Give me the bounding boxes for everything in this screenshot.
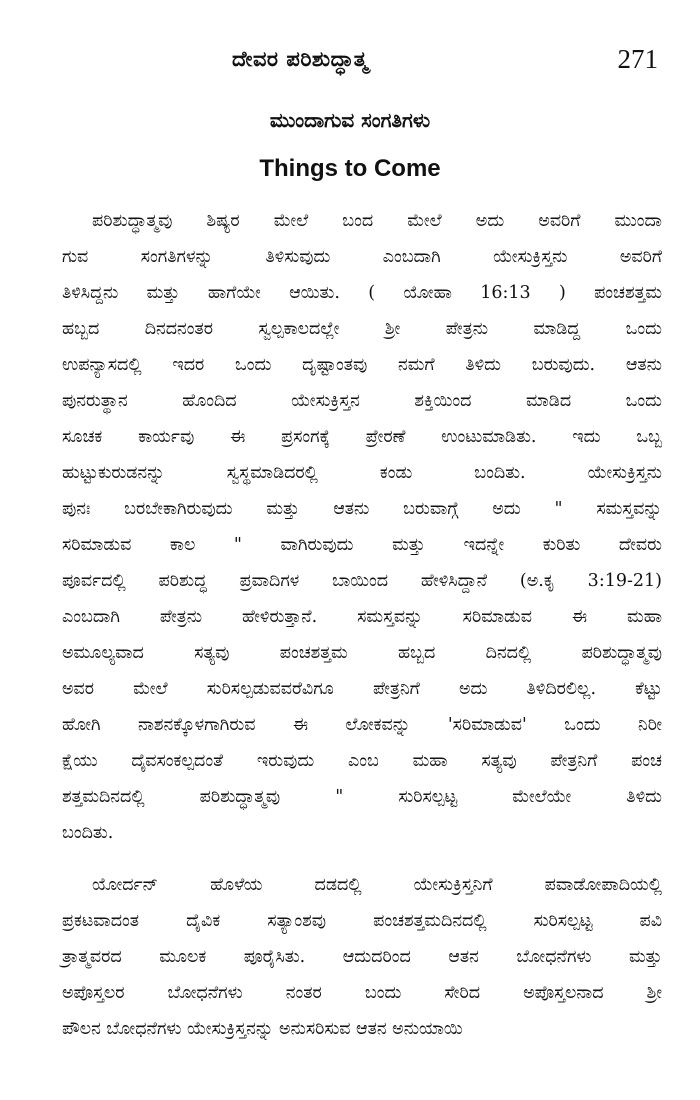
page-number: 271 xyxy=(617,44,658,74)
text-line: ಪೂರ್ವದಲ್ಲಿ ಪರಿಶುದ್ಧ ಪ್ರವಾದಿಗಳ ಬಾಯಿಂದ ಹೇಳಿಸಿದ್ದಾನೆ (ಅ.ಕೃ 3:19-21) xyxy=(62,571,662,591)
text-line: ಬಂದಿತು. xyxy=(62,823,114,843)
text-line: ಅಪೊಸ್ತಲರ ಬೋಧನೆಗಳು ನಂತರ ಬಂದು ಸೇರಿದ ಅಪೊಸ್ತಲನಾದ ಶ್ರೀ xyxy=(62,983,662,1003)
text-line: ಎಂಬದಾಗಿ ಪೇತ್ರನು ಹೇಳಿರುತ್ತಾನೆ. ಸಮಸ್ತವನ್ನು ಸರಿಮಾಡುವ ಈ ಮಹಾ xyxy=(62,607,662,627)
text-line: ಉಪನ್ಯಾಸದಲ್ಲಿ ಇದರ ಒಂದು ದೃಷ್ಟಾಂತವು ನಮಗೆ ತಿಳಿದು ಬರುವುದು. ಆತನು xyxy=(62,355,662,375)
section-heading-kannada: ಮುಂದಾಗುವ ಸಂಗತಿಗಳು xyxy=(269,108,431,132)
text-line: ತ್ರಾತ್ಮವರದ ಮೂಲಕ ಪೂರೈಸಿತು. ಆದುದರಿಂದ ಆತನ ಬೋಧನೆಗಳು ಮತ್ತು xyxy=(62,947,662,967)
text-line: ಹೋಗಿ ನಾಶನಕ್ಕೊಳಗಾಗಿರುವ ಈ ಲೋಕವನ್ನು 'ಸರಿಮಾಡುವ' ಒಂದು ನಿರೀ xyxy=(62,715,662,735)
text-line: ಪುನರುತ್ಥಾನ ಹೊಂದಿದ ಯೇಸುಕ್ರಿಸ್ತನ ಶಕ್ತಿಯಿಂದ ಮಾಡಿದ ಒಂದು xyxy=(62,391,662,411)
page-header xyxy=(0,40,700,90)
text-line: ಹಬ್ಬದ ದಿನದನಂತರ ಸ್ವಲ್ಪಕಾಲದಲ್ಲೇ ಶ್ರೀ ಪೇತ್ರನು ಮಾಡಿದ್ದ ಒಂದು xyxy=(62,319,662,339)
text-line: ಅವರ ಮೇಲೆ ಸುರಿಸಲ್ಪಡುವವರೆವಿಗೂ ಪೇತ್ರನಿಗೆ ಅದು ತಿಳಿದಿರಲಿಲ್ಲ. ಕೆಟ್ಟು xyxy=(62,679,662,699)
body-paragraph-2 xyxy=(62,867,662,1047)
text-line: ಸರಿಮಾಡುವ ಕಾಲ " ವಾಗಿರುವುದು ಮತ್ತು ಇದನ್ನೇ ಕುರಿತು ದೇವರು xyxy=(62,535,662,555)
body-paragraph-1 xyxy=(62,203,662,851)
text-line: ಪೌಲನ ಬೋಧನೆಗಳು ಯೇಸುಕ್ರಿಸ್ತನನ್ನು ಅನುಸರಿಸುವ ಆತನ ಅನುಯಾಯಿ xyxy=(62,1019,463,1039)
text-line: ಗುವ ಸಂಗತಿಗಳನ್ನು ತಿಳಿಸುವುದು ಎಂಬದಾಗಿ ಯೇಸುಕ್ರಿಸ್ತನು ಅವರಿಗೆ xyxy=(62,247,662,267)
text-line: ಅಮೂಲ್ಯವಾದ ಸತ್ಯವು ಪಂಚಶತ್ತಮ ಹಬ್ಬದ ದಿನದಲ್ಲಿ ಪರಿಶುದ್ಧಾತ್ಮವು xyxy=(62,643,662,663)
text-line: ತಿಳಿಸಿದ್ದನು ಮತ್ತು ಹಾಗೆಯೇ ಆಯಿತು. ( ಯೋಹಾ 16:13 ) ಪಂಚಶತ್ತಮ xyxy=(62,283,662,303)
text-line: ಪ್ರಕಟವಾದಂತ ದೈವಿಕ ಸತ್ಯಾಂಶವು ಪಂಚಶತ್ತಮದಿನದಲ್ಲಿ ಸುರಿಸಲ್ಪಟ್ಟ ಪವಿ xyxy=(62,911,662,931)
text-line: ಕ್ಷೆಯು ದೈವಸಂಕಲ್ಪದಂತೆ ಇರುವುದು ಎಂಬ ಮಹಾ ಸತ್ಯವು ಪೇತ್ರನಿಗೆ ಪಂಚ xyxy=(62,751,662,771)
text-line: ಸೂಚಕ ಕಾರ್ಯವು ಈ ಪ್ರಸಂಗಕ್ಕೆ ಪ್ರೇರಣೆ ಉಂಟುಮಾಡಿತು. ಇದು ಒಬ್ಬ xyxy=(62,427,662,447)
running-title: ದೇವರ ಪರಿಶುದ್ಧಾತ್ಮ xyxy=(232,46,369,71)
text-line: ಶತ್ತಮದಿನದಲ್ಲಿ ಪರಿಶುದ್ಧಾತ್ಮವು " ಸುರಿಸಲ್ಪಟ್ಟ ಮೇಲೆಯೇ ತಿಳಿದು xyxy=(62,787,662,807)
text-line: ಪುನಃ ಬರಬೇಕಾಗಿರುವುದು ಮತ್ತು ಆತನು ಬರುವಾಗ್ಗೆ ಅದು " ಸಮಸ್ತವನ್ನು xyxy=(62,499,662,519)
text-line: ಪರಿಶುದ್ಧಾತ್ಮವು ಶಿಷ್ಯರ ಮೇಲೆ ಬಂದ ಮೇಲೆ ಅದು ಅವರಿಗೆ ಮುಂದಾ xyxy=(92,211,662,231)
section-heading-english: Things to Come xyxy=(259,155,441,182)
text-line: ಹುಟ್ಟುಕುರುಡನನ್ನು ಸ್ವಸ್ಥಮಾಡಿದರಲ್ಲಿ ಕಂಡು ಬಂದಿತು. ಯೇಸುಕ್ರಿಸ್ತನು xyxy=(62,463,662,483)
text-line: ಯೋರ್ದನ್ ಹೊಳೆಯ ದಡದಲ್ಲಿ ಯೇಸುಕ್ರಿಸ್ತನಿಗೆ ಪವಾಡೋಪಾದಿಯಲ್ಲಿ xyxy=(92,875,662,895)
